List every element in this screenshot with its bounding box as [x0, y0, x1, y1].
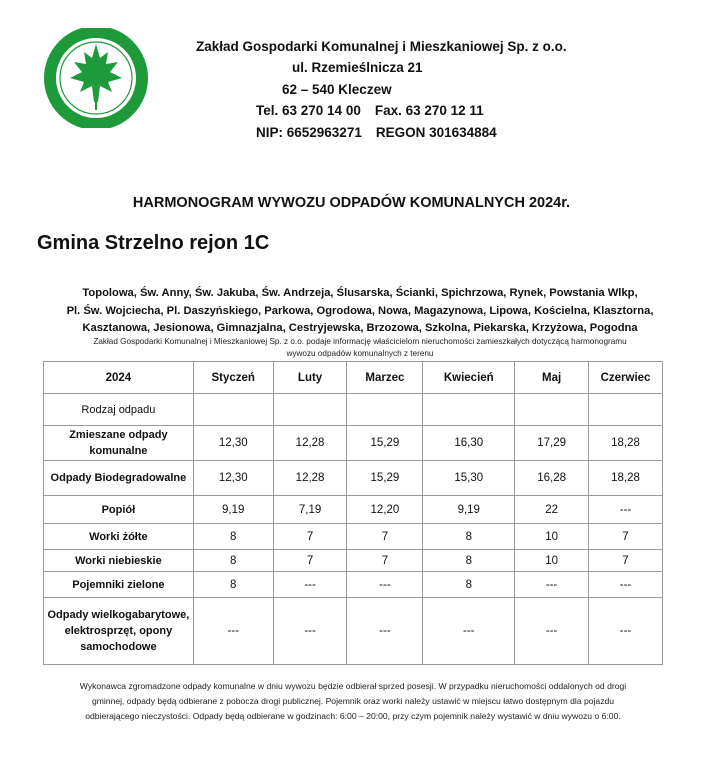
pickup-dates: 8: [193, 572, 273, 598]
pickup-dates: ---: [347, 572, 423, 598]
month-header: Styczeń: [193, 362, 273, 394]
maple-leaf-seal-icon: [40, 28, 152, 128]
month-header: Czerwiec: [589, 362, 663, 394]
street-line: Topolowa, Św. Anny, Św. Jakuba, Św. Andrzeja, Ślusarska, Ścianki, Spichrzowa, Rynek, Powstania Wlkp,: [82, 287, 638, 299]
pickup-dates: ---: [515, 572, 589, 598]
waste-type-label: Worki niebieskie: [44, 550, 194, 572]
pickup-dates: 9,19: [193, 496, 273, 524]
table-row: [44, 598, 663, 665]
pickup-dates: 8: [423, 550, 515, 572]
pickup-dates: 12,28: [273, 461, 347, 496]
month-header: Maj: [515, 362, 589, 394]
company-regon: REGON 301634884: [375, 125, 497, 140]
pickup-dates: ---: [423, 598, 515, 665]
street-list: [40, 285, 680, 338]
company-nip: NIP: 6652963271: [256, 125, 362, 140]
footer-line: Wykonawca zgromadzone odpady komunalne w dniu wywozu będzie odbierał sprzed posesji. W przypadku nieruchomości oddalonych od drogi: [79, 681, 627, 691]
footer-line: odbierającego nieczystości. Odpady będą odbierane w godzinach: 6:00 – 20:00, przy czym pojemnik należy wystawić w dniu wywozu o 6:00.: [85, 711, 621, 721]
street-line: Pl. Św. Wojciecha, Pl. Daszyńskiego, Parkowa, Ogrodowa, Nowa, Magazynowa, Lipowa, Kościelna, Klasztorna,: [66, 304, 654, 317]
schedule-table: [43, 361, 663, 665]
month-header: Luty: [273, 362, 347, 394]
table-subheader-row: [44, 394, 663, 426]
pickup-dates: 15,29: [347, 426, 423, 461]
waste-type-label: Worki żółte: [44, 524, 194, 550]
company-street: ul. Rzemieślnicza 21: [292, 60, 423, 75]
pickup-dates: 18,28: [589, 426, 663, 461]
pickup-dates: 16,28: [515, 461, 589, 496]
pickup-dates: 7: [347, 550, 423, 572]
pickup-dates: 7: [347, 524, 423, 550]
footer-note: [28, 679, 678, 724]
pickup-dates: 18,28: [589, 461, 663, 496]
table-header-row: [44, 362, 663, 394]
table-row: [44, 496, 663, 524]
pickup-dates: 16,30: [423, 426, 515, 461]
pickup-dates: 7: [589, 524, 663, 550]
table-row: [44, 461, 663, 496]
month-header: Kwiecień: [423, 362, 515, 394]
table-row: [44, 572, 663, 598]
pickup-dates: 10: [515, 524, 589, 550]
waste-type-label: Odpady Biodegradowalne: [44, 461, 194, 496]
company-tel: Tel. 63 270 14 00: [256, 103, 361, 118]
waste-type-label: Zmieszane odpady komunalne: [44, 426, 194, 461]
table-row: [44, 550, 663, 572]
month-header: Marzec: [347, 362, 423, 394]
table-row: [44, 426, 663, 461]
pickup-dates: ---: [589, 598, 663, 665]
pickup-dates: 7: [273, 524, 347, 550]
year-header: 2024: [44, 362, 194, 394]
footer-line: gminnej, odpady będą odbierane z pobocza drogi publicznej. Pojemnik oraz worki należy ustawić w miejscu łatwo dostępnym dla pojazdu: [91, 696, 615, 706]
company-phone-line: [256, 100, 484, 122]
pickup-dates: 17,29: [515, 426, 589, 461]
street-line: Kasztanowa, Jesionowa, Gimnazjalna, Cestryjewska, Brzozowa, Szkolna, Piekarska, Krzyżowa, Pogodna: [82, 322, 638, 334]
page-title: HARMONOGRAM WYWOZU ODPADÓW KOMUNALNYCH 2024r.: [132, 195, 571, 211]
pickup-dates: 9,19: [423, 496, 515, 524]
waste-type-header: Rodzaj odpadu: [44, 394, 194, 426]
pickup-dates: 10: [515, 550, 589, 572]
pickup-dates: 8: [423, 524, 515, 550]
pickup-dates: 12,20: [347, 496, 423, 524]
table-row: [44, 524, 663, 550]
pickup-dates: 7: [273, 550, 347, 572]
pickup-dates: 12,30: [193, 461, 273, 496]
pickup-dates: 8: [193, 550, 273, 572]
pickup-dates: 12,30: [193, 426, 273, 461]
pickup-dates: 15,30: [423, 461, 515, 496]
pickup-dates: ---: [347, 598, 423, 665]
waste-type-label: Odpady wielkogabarytowe, elektrosprzęt, opony samochodowe: [44, 598, 194, 665]
pickup-dates: 8: [423, 572, 515, 598]
pickup-dates: 7,19: [273, 496, 347, 524]
pickup-dates: ---: [273, 572, 347, 598]
company-ids-line: [256, 122, 497, 144]
waste-type-label: Pojemniki zielone: [44, 572, 194, 598]
info-text: [40, 336, 680, 360]
company-name: Zakład Gospodarki Komunalnej i Mieszkaniowej Sp. z o.o.: [196, 39, 567, 54]
info-line: wywozu odpadów komunalnych z terenu: [286, 349, 434, 358]
pickup-dates: ---: [273, 598, 347, 665]
pickup-dates: ---: [589, 572, 663, 598]
pickup-dates: ---: [193, 598, 273, 665]
pickup-dates: 7: [589, 550, 663, 572]
info-line: Zakład Gospodarki Komunalnej i Mieszkaniowej Sp. z o.o. podaje informację właścicielom nieruchomości zamieszkałych dotyczącą harmonogramu: [93, 337, 627, 346]
pickup-dates: 8: [193, 524, 273, 550]
company-postal: 62 – 540 Kleczew: [282, 82, 392, 97]
pickup-dates: 12,28: [273, 426, 347, 461]
pickup-dates: 15,29: [347, 461, 423, 496]
company-fax: Fax. 63 270 12 11: [374, 103, 484, 118]
pickup-dates: 22: [515, 496, 589, 524]
pickup-dates: ---: [589, 496, 663, 524]
region-title: Gmina Strzelno rejon 1C: [37, 232, 270, 254]
company-logo: [40, 28, 152, 128]
waste-type-label: Popiół: [44, 496, 194, 524]
pickup-dates: ---: [515, 598, 589, 665]
